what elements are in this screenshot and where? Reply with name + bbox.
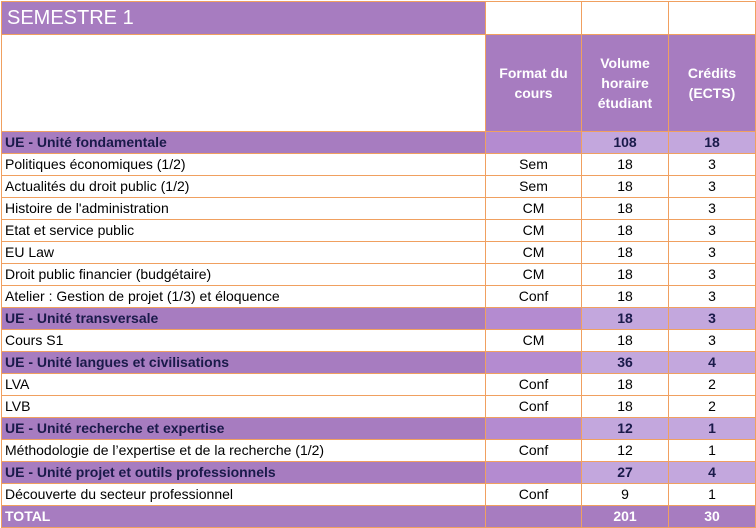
blank-cell <box>582 2 669 35</box>
table-body <box>2 2 756 528</box>
ue-row <box>2 308 756 330</box>
volume-value: 12 <box>582 418 669 440</box>
course-row <box>2 484 756 506</box>
volume-value: 18 <box>582 396 669 418</box>
volume-value: 18 <box>582 374 669 396</box>
column-header-row <box>2 35 756 132</box>
volume-value: 18 <box>582 242 669 264</box>
course-row <box>2 330 756 352</box>
course-label: Politiques économiques (1/2) <box>2 154 486 176</box>
course-label: Etat et service public <box>2 220 486 242</box>
course-format <box>486 132 582 154</box>
volume-value: 36 <box>582 352 669 374</box>
course-format <box>486 418 582 440</box>
course-format <box>486 462 582 484</box>
course-format <box>486 308 582 330</box>
course-format: CM <box>486 242 582 264</box>
ue-row <box>2 132 756 154</box>
volume-value: 18 <box>582 264 669 286</box>
total-format-blank <box>486 506 582 528</box>
course-row <box>2 176 756 198</box>
volume-value: 18 <box>582 176 669 198</box>
course-label: Découverte du secteur professionnel <box>2 484 486 506</box>
semester-title: SEMESTRE 1 <box>2 2 486 35</box>
ue-row <box>2 418 756 440</box>
blank-cell <box>669 2 756 35</box>
course-label: Cours S1 <box>2 330 486 352</box>
course-format: CM <box>486 264 582 286</box>
credits-value: 4 <box>669 462 756 484</box>
credits-value: 3 <box>669 330 756 352</box>
credits-value: 3 <box>669 198 756 220</box>
course-label: LVA <box>2 374 486 396</box>
credits-value: 3 <box>669 308 756 330</box>
credits-value: 3 <box>669 220 756 242</box>
credits-value: 1 <box>669 484 756 506</box>
volume-value: 18 <box>582 154 669 176</box>
volume-value: 27 <box>582 462 669 484</box>
total-label: TOTAL <box>2 506 486 528</box>
course-label: Atelier : Gestion de projet (1/3) et éloquence <box>2 286 486 308</box>
course-format: Sem <box>486 176 582 198</box>
ue-row <box>2 462 756 484</box>
course-label: Actualités du droit public (1/2) <box>2 176 486 198</box>
semester-table <box>1 1 756 528</box>
course-label: Méthodologie de l’expertise et de la recherche (1/2) <box>2 440 486 462</box>
credits-value: 2 <box>669 374 756 396</box>
ue-row <box>2 352 756 374</box>
ue-label: UE - Unité recherche et expertise <box>2 418 486 440</box>
ue-label: UE - Unité transversale <box>2 308 486 330</box>
total-row <box>2 506 756 528</box>
course-label: LVB <box>2 396 486 418</box>
credits-value: 3 <box>669 242 756 264</box>
credits-value: 1 <box>669 418 756 440</box>
course-format: Conf <box>486 396 582 418</box>
course-row <box>2 374 756 396</box>
credits-value: 2 <box>669 396 756 418</box>
course-format: Sem <box>486 154 582 176</box>
volume-value: 18 <box>582 286 669 308</box>
course-row <box>2 198 756 220</box>
blank-cell <box>486 2 582 35</box>
column-header-volume: Volume horaire étudiant <box>582 35 669 132</box>
column-header-format: Format du cours <box>486 35 582 132</box>
course-format <box>486 352 582 374</box>
volume-value: 18 <box>582 220 669 242</box>
course-format: CM <box>486 330 582 352</box>
volume-value: 12 <box>582 440 669 462</box>
ue-label: UE - Unité langues et civilisations <box>2 352 486 374</box>
column-header-credits: Crédits (ECTS) <box>669 35 756 132</box>
course-format: Conf <box>486 484 582 506</box>
total-volume: 201 <box>582 506 669 528</box>
volume-value: 18 <box>582 198 669 220</box>
volume-value: 18 <box>582 330 669 352</box>
title-row <box>2 2 756 35</box>
volume-value: 18 <box>582 308 669 330</box>
course-format: Conf <box>486 440 582 462</box>
course-row <box>2 242 756 264</box>
course-format: CM <box>486 198 582 220</box>
course-row <box>2 220 756 242</box>
course-label: EU Law <box>2 242 486 264</box>
course-format: Conf <box>486 374 582 396</box>
course-row <box>2 286 756 308</box>
course-label: Histoire de l'administration <box>2 198 486 220</box>
course-row <box>2 154 756 176</box>
course-row <box>2 396 756 418</box>
credits-value: 3 <box>669 154 756 176</box>
course-format: CM <box>486 220 582 242</box>
ue-label: UE - Unité projet et outils professionnels <box>2 462 486 484</box>
credits-value: 4 <box>669 352 756 374</box>
total-credits: 30 <box>669 506 756 528</box>
volume-value: 108 <box>582 132 669 154</box>
volume-value: 9 <box>582 484 669 506</box>
credits-value: 3 <box>669 176 756 198</box>
course-format: Conf <box>486 286 582 308</box>
course-row <box>2 440 756 462</box>
credits-value: 3 <box>669 286 756 308</box>
course-row <box>2 264 756 286</box>
course-label: Droit public financier (budgétaire) <box>2 264 486 286</box>
ue-label: UE - Unité fondamentale <box>2 132 486 154</box>
credits-value: 18 <box>669 132 756 154</box>
credits-value: 3 <box>669 264 756 286</box>
credits-value: 1 <box>669 440 756 462</box>
header-blank-cell <box>2 35 486 132</box>
